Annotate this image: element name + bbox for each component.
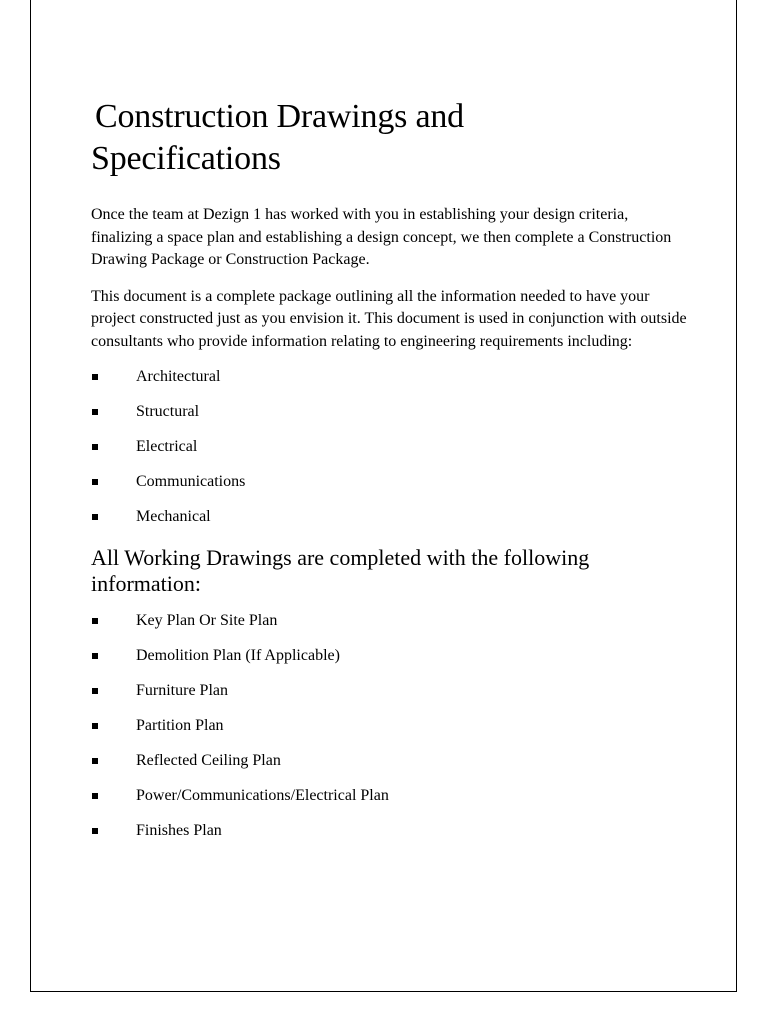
drawings-list — [91, 611, 691, 841]
square-bullet-icon — [92, 374, 98, 380]
list-item — [91, 611, 691, 631]
working-drawings-heading: All Working Drawings are completed with the following information: — [91, 545, 590, 596]
list-item-label: Demolition Plan (If Applicable) — [136, 647, 340, 664]
square-bullet-icon — [92, 653, 98, 659]
list-item — [91, 821, 691, 841]
list-item-label: Mechanical — [136, 508, 211, 525]
list-item — [91, 646, 691, 666]
document-content — [91, 96, 691, 856]
list-item — [91, 681, 691, 701]
square-bullet-icon — [92, 444, 98, 450]
intro-paragraph: Once the team at Dezign 1 has worked with you in establishing your design criteria, finalizing a space plan and establishing a design concept, we then complete a Construction Drawing Package or Construction Package. — [91, 206, 672, 268]
list-item — [91, 367, 691, 387]
list-item-label: Finishes Plan — [136, 822, 222, 839]
list-item — [91, 507, 691, 527]
title-line-1: Construction Drawings and — [95, 98, 464, 135]
list-item — [91, 437, 691, 457]
list-item — [91, 402, 691, 422]
page-title — [91, 96, 691, 180]
square-bullet-icon — [92, 514, 98, 520]
list-item-label: Communications — [136, 473, 246, 490]
square-bullet-icon — [92, 793, 98, 799]
list-item-label: Furniture Plan — [136, 682, 228, 699]
list-item-label: Power/Communications/Electrical Plan — [136, 787, 389, 804]
list-item — [91, 716, 691, 736]
engineering-list — [91, 367, 691, 527]
list-item-label: Structural — [136, 403, 200, 420]
list-item-label: Partition Plan — [136, 717, 224, 734]
document-page — [30, 0, 737, 992]
list-item-label: Reflected Ceiling Plan — [136, 752, 281, 769]
square-bullet-icon — [92, 828, 98, 834]
square-bullet-icon — [92, 479, 98, 485]
list-item — [91, 751, 691, 771]
list-item-label: Architectural — [136, 368, 221, 385]
square-bullet-icon — [92, 409, 98, 415]
title-line-2: Specifications — [91, 140, 281, 177]
square-bullet-icon — [92, 688, 98, 694]
list-item-label: Key Plan Or Site Plan — [136, 612, 278, 629]
square-bullet-icon — [92, 723, 98, 729]
list-item-label: Electrical — [136, 438, 198, 455]
square-bullet-icon — [92, 758, 98, 764]
package-paragraph: This document is a complete package outlining all the information needed to have your project constructed just as you envision it. This document is used in conjunction with outside consultants who provide information relating to engineering requirements including: — [91, 287, 687, 350]
list-item — [91, 472, 691, 492]
list-item — [91, 786, 691, 806]
square-bullet-icon — [92, 618, 98, 624]
